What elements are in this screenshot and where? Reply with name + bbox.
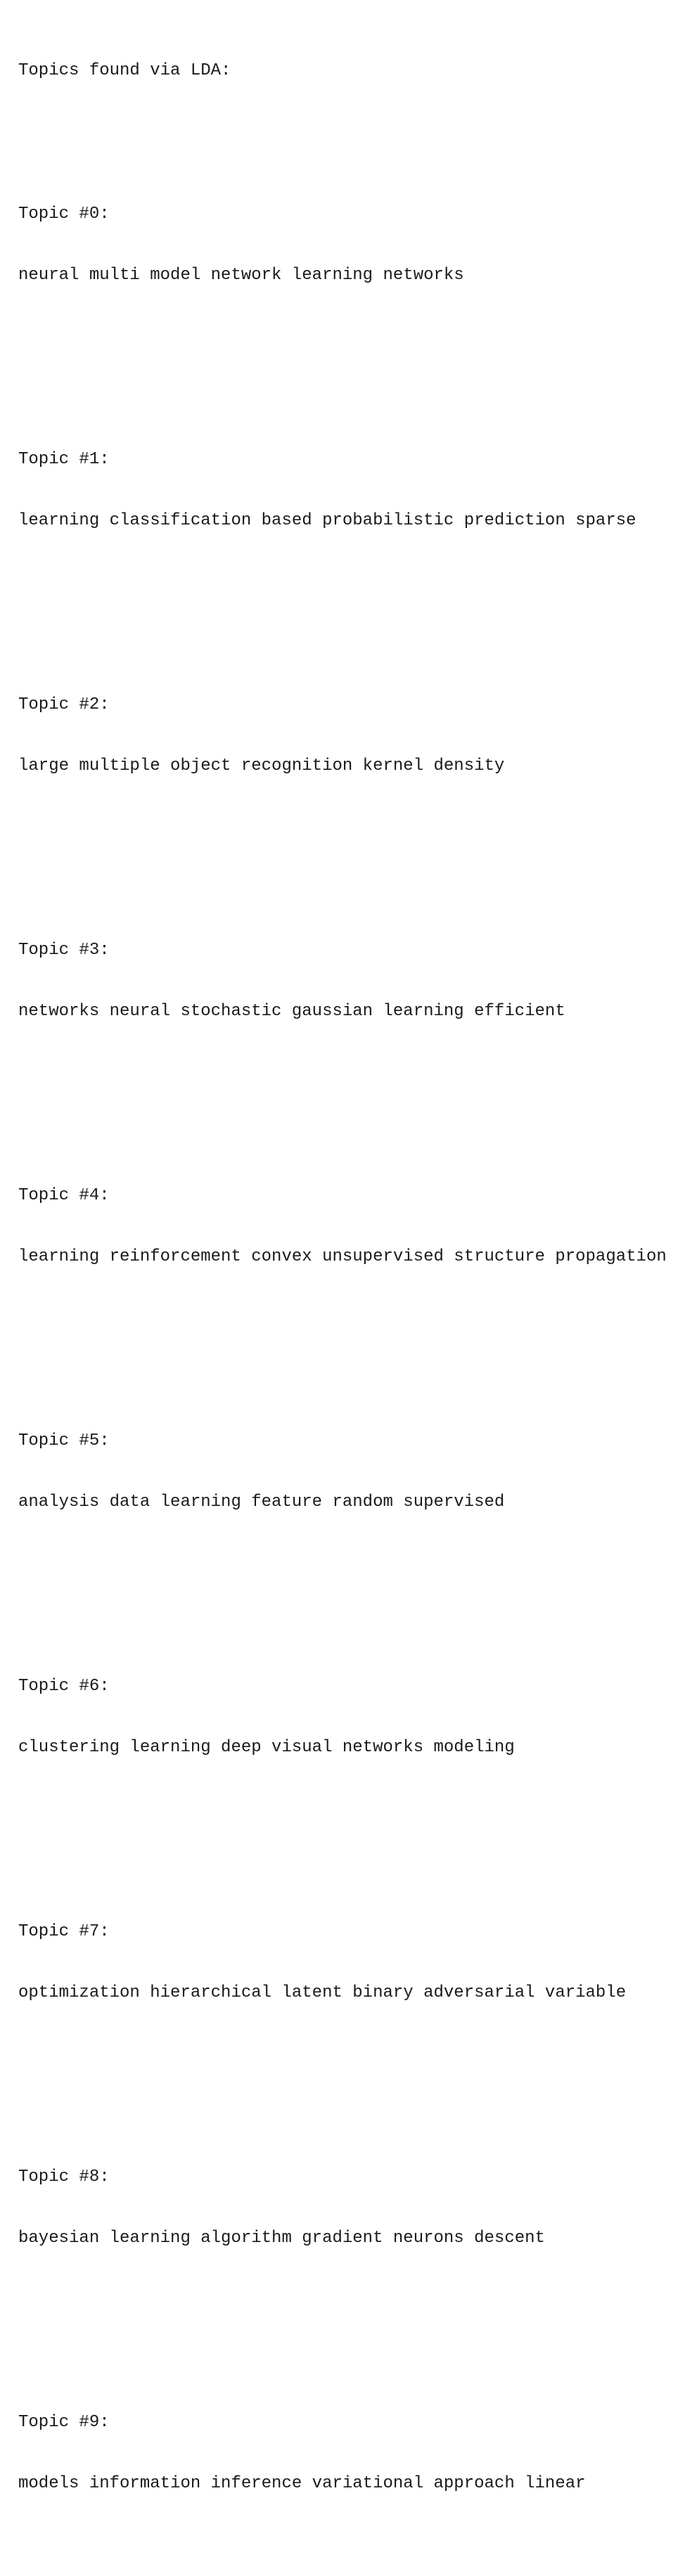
topic-words: networks neural stochastic gaussian learning efficient	[18, 1002, 565, 1021]
topic-block-8	[18, 2126, 679, 2289]
lda-topics-output	[18, 20, 679, 2576]
topic-words: bayesian learning algorithm gradient neurons descent	[18, 2229, 545, 2248]
topic-words: learning reinforcement convex unsupervised structure propagation	[18, 1247, 667, 1266]
topic-block-7	[18, 1881, 679, 2044]
topic-title: Topic #6:	[18, 1677, 110, 1696]
topic-block-5	[18, 1390, 679, 1553]
topic-title: Topic #4:	[18, 1186, 110, 1205]
topic-block-0	[18, 163, 679, 326]
topic-words: large multiple object recognition kernel density	[18, 756, 505, 775]
topic-words: analysis data learning feature random supervised	[18, 1493, 505, 1512]
topic-words: clustering learning deep visual networks modeling	[18, 1738, 515, 1757]
topic-words: models information inference variational approach linear	[18, 2474, 586, 2493]
topic-title: Topic #2:	[18, 695, 110, 714]
topic-block-6	[18, 1635, 679, 1798]
topic-title: Topic #3:	[18, 941, 110, 960]
topic-title: Topic #5:	[18, 1431, 110, 1450]
output-heading: Topics found via LDA:	[18, 61, 231, 80]
topic-block-2	[18, 654, 679, 817]
topic-block-1	[18, 408, 679, 572]
topic-words: learning classification based probabilistic prediction sparse	[18, 511, 636, 530]
topic-words: optimization hierarchical latent binary adversarial variable	[18, 1983, 627, 2002]
topic-title: Topic #7:	[18, 1922, 110, 1941]
topic-block-9	[18, 2371, 679, 2535]
topic-title: Topic #8:	[18, 2168, 110, 2187]
topic-title: Topic #0:	[18, 205, 110, 224]
topic-title: Topic #9:	[18, 2413, 110, 2432]
topic-block-4	[18, 1145, 679, 1308]
topic-words: neural multi model network learning networks	[18, 266, 464, 285]
topic-block-3	[18, 899, 679, 1062]
topic-title: Topic #1:	[18, 450, 110, 469]
